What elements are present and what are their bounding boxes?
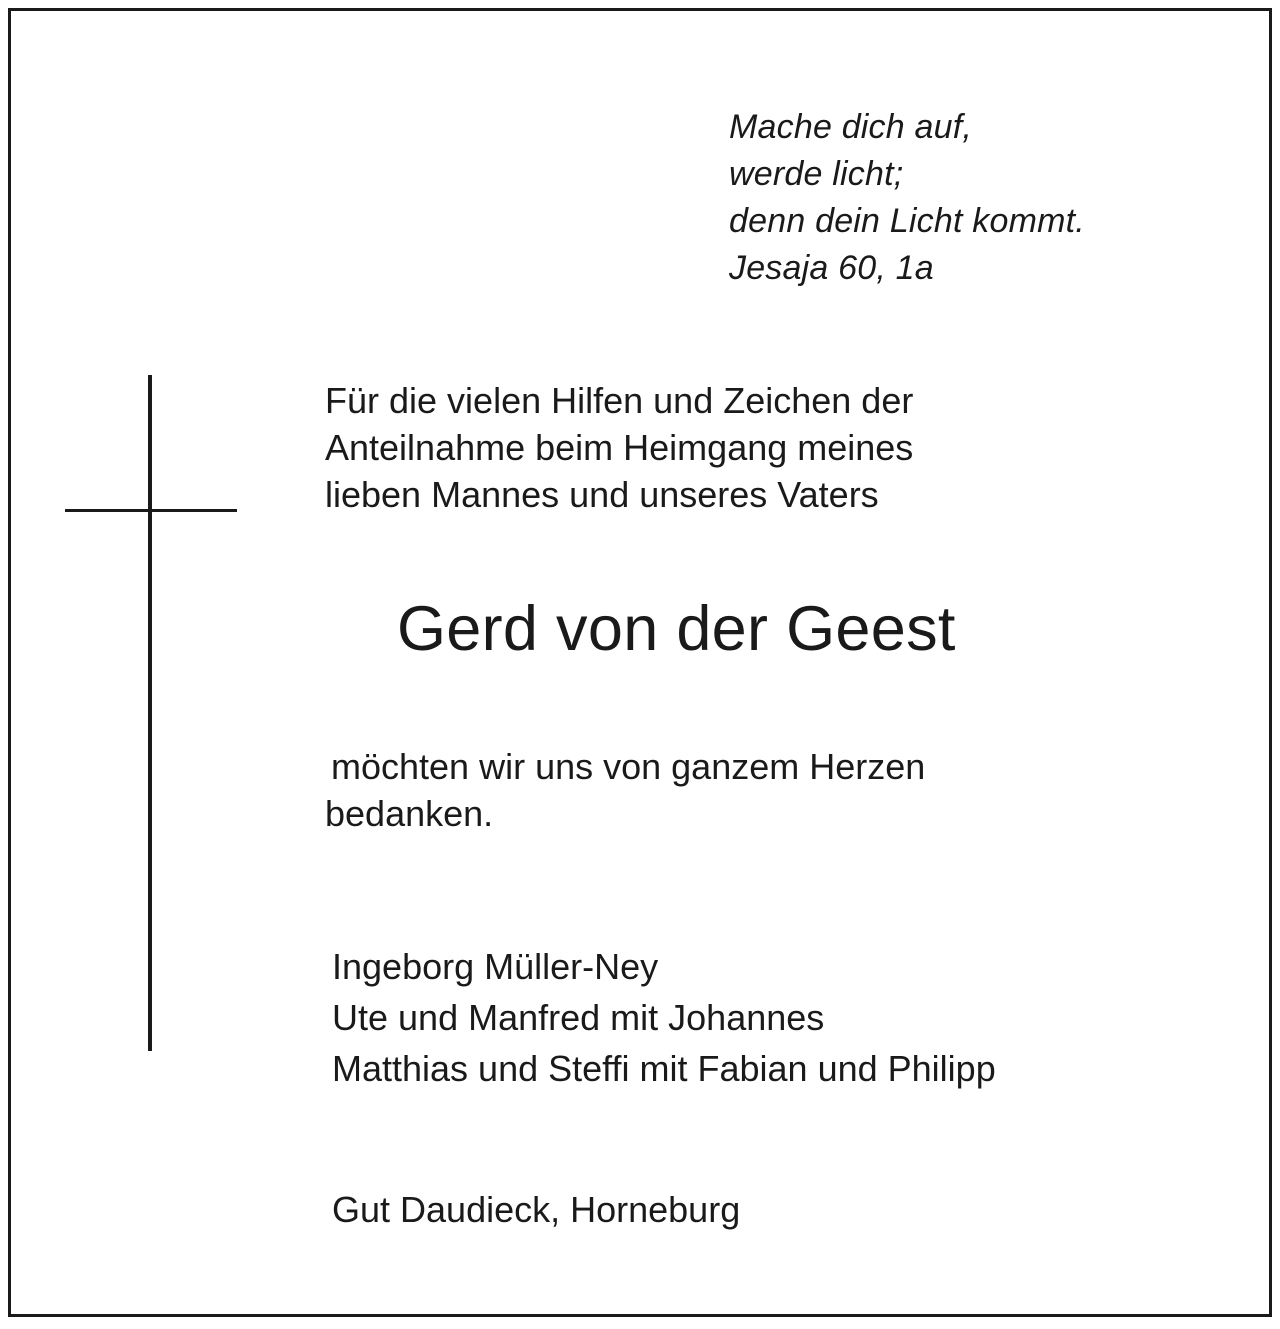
- verse-line: werde licht;: [729, 155, 904, 193]
- verse-line: Mache dich auf,: [729, 108, 973, 146]
- mourner-entry: Matthias und Steffi mit Fabian und Philipp: [332, 1048, 996, 1089]
- mourner-entry: Ingeborg Müller-Ney: [332, 946, 659, 987]
- verse-reference: Jesaja 60, 1a: [729, 249, 934, 287]
- cross-vertical-bar: [148, 375, 152, 1051]
- bible-verse: [729, 104, 1085, 292]
- cross-horizontal-bar: [65, 509, 237, 512]
- thanks-text: [325, 743, 925, 837]
- thanks-line: möchten wir uns von ganzem Herzen: [331, 746, 926, 787]
- deceased-name: Gerd von der Geest: [397, 594, 956, 664]
- intro-line: lieben Mannes und unseres Vaters: [325, 474, 879, 515]
- place-name: Gut Daudieck, Horneburg: [332, 1189, 741, 1230]
- intro-text: [325, 377, 913, 518]
- intro-line: Anteilnahme beim Heimgang meines: [325, 427, 914, 468]
- obituary-notice: [8, 8, 1272, 1317]
- mourners-list: [332, 941, 996, 1094]
- intro-line: Für die vielen Hilfen und Zeichen der: [325, 380, 914, 421]
- verse-line: denn dein Licht kommt.: [729, 202, 1085, 240]
- mourner-entry: Ute und Manfred mit Johannes: [332, 997, 825, 1038]
- thanks-line: bedanken.: [325, 793, 494, 834]
